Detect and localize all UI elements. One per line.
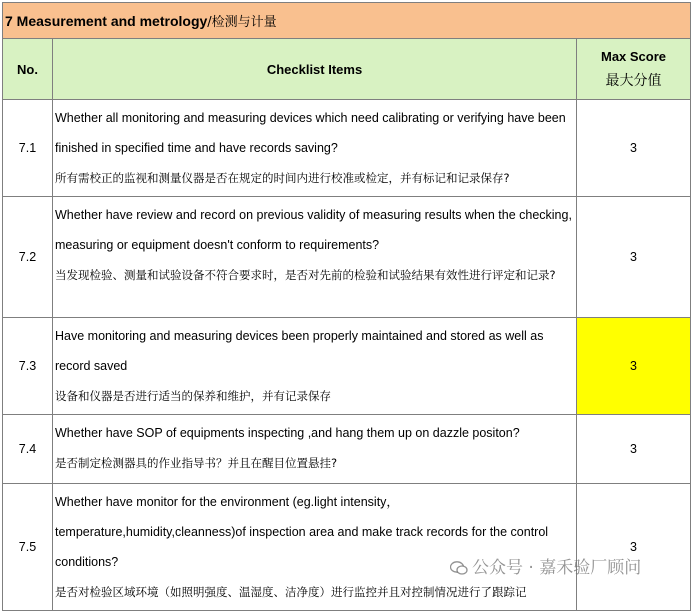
section-title <box>3 3 691 39</box>
max-score-cell: 3 <box>577 415 691 484</box>
row-number: 7.1 <box>3 100 53 197</box>
section-title-cn: /检测与计量 <box>207 15 277 30</box>
section-title-en: 7 Measurement and metrology <box>5 13 208 29</box>
wechat-icon <box>450 561 468 575</box>
checklist-table <box>2 2 691 611</box>
item-text-en: Whether have SOP of equipments inspecting ,and hang them up on dazzle positon? <box>55 426 520 440</box>
item-text-cn: 设备和仪器是否进行适当的保养和维护，并有记录保存 <box>55 389 331 403</box>
checklist-item <box>53 415 577 484</box>
checklist-item <box>53 100 577 197</box>
row-number: 7.2 <box>3 197 53 318</box>
max-score-cell-highlighted: 3 <box>577 318 691 415</box>
item-text-en: Whether have review and record on previous validity of measuring results when the checking, measuring or equipment doesn't conform to requirements? <box>55 208 572 252</box>
max-score-cell: 3 <box>577 100 691 197</box>
item-text-en: Have monitoring and measuring devices been properly maintained and stored as well as record saved <box>55 329 544 373</box>
table-row <box>3 318 691 415</box>
watermark <box>450 553 641 578</box>
header-no: No. <box>3 39 53 100</box>
item-text-en: Whether have monitor for the environment (eg.light intensity，temperature,humidity,cleanness)of inspection area and make track records for the control conditions? <box>55 495 549 569</box>
header-checklist-items: Checklist Items <box>53 39 577 100</box>
table-row <box>3 100 691 197</box>
item-text-en: Whether all monitoring and measuring devices which need calibrating or verifying have been finished in specified time and have records saving? <box>55 111 566 155</box>
section-header-row <box>3 3 691 39</box>
item-text-cn: 所有需校正的监视和测量仪器是否在规定的时间内进行校准或检定，并有标记和记录保存? <box>55 171 510 185</box>
table-row <box>3 197 691 318</box>
checklist-item <box>53 484 577 611</box>
table-row <box>3 415 691 484</box>
max-score-cell: 3 <box>577 484 691 611</box>
watermark-text: 公众号 · 嘉禾验厂顾问 <box>472 558 642 578</box>
item-text-cn: 当发现检验、测量和试验设备不符合要求时，是否对先前的检验和试验结果有效性进行评定和记录? <box>55 268 556 282</box>
header-max-score-cn: 最大分值 <box>605 72 662 89</box>
header-max-score-en: Max Score <box>600 48 667 64</box>
max-score-cell: 3 <box>577 197 691 318</box>
row-number: 7.5 <box>3 484 53 611</box>
item-text-cn: 是否对检验区域环境（如照明强度、温湿度、洁净度）进行监控并且对控制情况进行了跟踪记 <box>55 585 527 599</box>
row-number: 7.3 <box>3 318 53 415</box>
item-text-cn: 是否制定检测器具的作业指导书？并且在醒目位置悬挂? <box>55 456 338 470</box>
checklist-item <box>53 197 577 318</box>
table-row <box>3 484 691 611</box>
row-number: 7.4 <box>3 415 53 484</box>
header-max-score <box>577 39 691 100</box>
column-header-row <box>3 39 691 100</box>
checklist-item <box>53 318 577 415</box>
